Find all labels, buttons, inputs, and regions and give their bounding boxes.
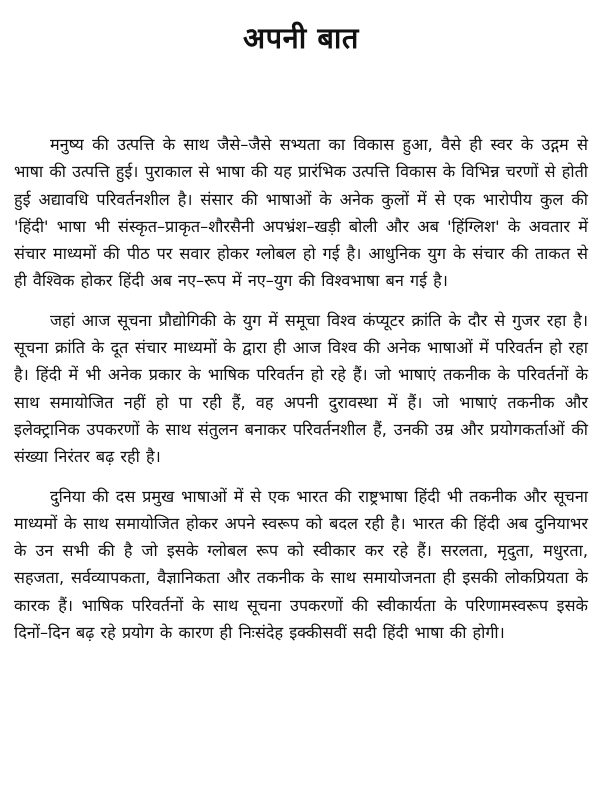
paragraph-2: जहां आज सूचना प्रौद्योगिकी के युग में समूचा विश्व कंप्यूटर क्रांति के दौर से गुजर रहा है। सूचना क्रांति के दूत संचार माध्यमों के द्वारा ही आज विश्व की अनेक भाषाओं में परिवर्तन हो रहा है। हिंदी में भी अनेक प्रकार के भाषिक परिवर्तन हो रहे हैं। जो भाषाएं तकनीक के परिवर्तनों के साथ समायोजित नहीं हो पा रही हैं, वह अपनी दुरावस्था में हैं। जो भाषाएं तकनीक और इलेक्ट्रानिक उपकरणों के साथ संतुलन बनाकर परिवर्तनशील हैं, उनकी उम्र और प्रयोगकर्ताओं की संख्या निरंतर बढ़ रही है।: [14, 310, 588, 467]
paragraph-1: मनुष्य की उत्पत्ति के साथ जैसे–जैसे सभ्यता का विकास हुआ, वैसे ही स्वर के उद्गम से भाषा की उत्पत्ति हुई। पुराकाल से भाषा की यह प्रारंभिक उत्पत्ति विकास के विभिन्न चरणों से होती हुई अद्यावधि परिवर्तनशील है। संसार की भाषाओं के अनेक कुलों में से एक भारोपीय कुल की 'हिंदी' भाषा भी संस्कृत–प्राकृत–शौरसैनी अपभ्रंश–खड़ी बोली और अब 'हिंग्लिश' के अवतार में संचार माध्यमों की पीठ पर सवार होकर ग्लोबल हो गई है। आधुनिक युग के संचार की ताकत से ही वैश्विक होकर हिंदी अब नए–रूप में नए–युग की विश्वभाषा बन गई है।: [14, 135, 588, 291]
paragraph-3: दुनिया की दस प्रमुख भाषाओं में से एक भारत की राष्ट्रभाषा हिंदी भी तकनीक और सूचना माध्यमों के साथ समायोजित होकर अपने स्वरूप को बदल रही है। भारत की हिंदी अब दुनियाभर के उन सभी की है जो इसके ग्लोबल रूप को स्वीकार कर रहे हैं। सरलता, मृदुता, मधुरता, सहजता, सर्वव्यापकता, वैज्ञानिकता और तकनीक के साथ समायोजनता ही इसकी लोकप्रियता के कारक हैं। भाषिक परिवर्तनों के साथ सूचना उपकरणों की स्वीकार्यता के परिणामस्वरूप इसके दिनों–दिन बढ़ रहे प्रयोग के कारण ही निःसंदेह इक्कीसवीं सदी हिंदी भाषा की होगी।: [14, 486, 588, 643]
page-title: अपनी बात: [243, 21, 359, 55]
document-page: [14, 18, 588, 658]
